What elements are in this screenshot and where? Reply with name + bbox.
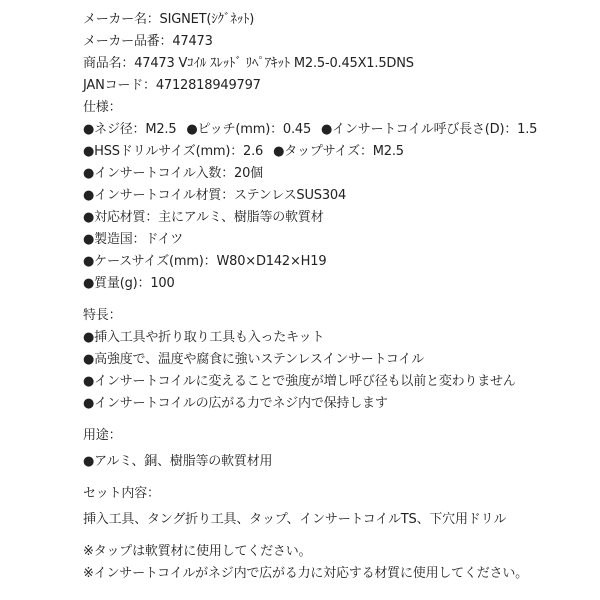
jan-code: JANコード：4712818949797 (83, 78, 261, 93)
spec-coil-material: ●インサートコイル材質：ステンレスSUS304 (83, 188, 347, 203)
usage-heading: 用途： (83, 428, 122, 443)
note-item: ※タップは軟質材に使用してください。 (83, 544, 312, 559)
spec-origin: ●製造国：ドイツ (83, 232, 184, 247)
specs-row-1 (83, 119, 600, 141)
spec-screw-diameter: ●ネジ径：M2.5 (83, 122, 177, 137)
spec-case-size: ●ケースサイズ(mm)：W80×D142×H19 (83, 254, 327, 269)
feature-item: ●高強度で、温度や腐食に強いステンレスインサートコイル (83, 352, 424, 367)
spec-tap-size: ●タップサイズ：M2.5 (273, 144, 404, 159)
feature-item: ●インサートコイルに変えることで強度が増し呼び径も以前と変わりません (83, 374, 516, 389)
maker-part-number: メーカー品番：47473 (83, 34, 213, 49)
spec-target-material: ●対応材質：主にアルミ、樹脂等の軟質材 (83, 210, 324, 225)
spec-pitch: ●ピッチ(mm)：0.45 (186, 122, 312, 137)
features-heading: 特長： (83, 308, 122, 323)
specs-row-2 (83, 141, 600, 163)
spec-coil-length: ●インサートコイル呼び長さ(D)：1.5 (320, 122, 538, 137)
note-item: ※インサートコイルがネジ内で広がる力に対応する材質に使用してください。 (83, 566, 528, 581)
section-gap (83, 415, 600, 425)
specs-heading: 仕様： (83, 100, 122, 115)
section-gap (83, 473, 600, 483)
set-contents-text: 挿入工具、タング折り工具、タップ、インサートコイルTS、下穴用ドリル (83, 512, 507, 527)
spec-drill-size: ●HSSドリルサイズ(mm)：2.6 (83, 144, 264, 159)
feature-item: ●挿入工具や折り取り工具も入ったキット (83, 330, 325, 345)
section-gap (83, 531, 600, 541)
product-name: 商品名：47473 Vｺｲﾙ ｽﾚｯﾄﾞ ﾘﾍﾟｱｷｯﾄ M2.5-0.45X1.5DNS (83, 56, 414, 71)
usage-item: ●アルミ、銅、樹脂等の軟質材用 (83, 454, 273, 469)
feature-item: ●インサートコイルの広がる力でネジ内で保持します (83, 396, 388, 411)
set-contents-heading: セット内容： (83, 486, 160, 501)
maker-name: メーカー名：SIGNET(ｼｸﾞﾈｯﾄ) (83, 12, 255, 27)
spec-coil-count: ●インサートコイル入数：20個 (83, 166, 263, 181)
section-gap (83, 295, 600, 305)
spec-weight: ●質量(g)：100 (83, 276, 175, 291)
